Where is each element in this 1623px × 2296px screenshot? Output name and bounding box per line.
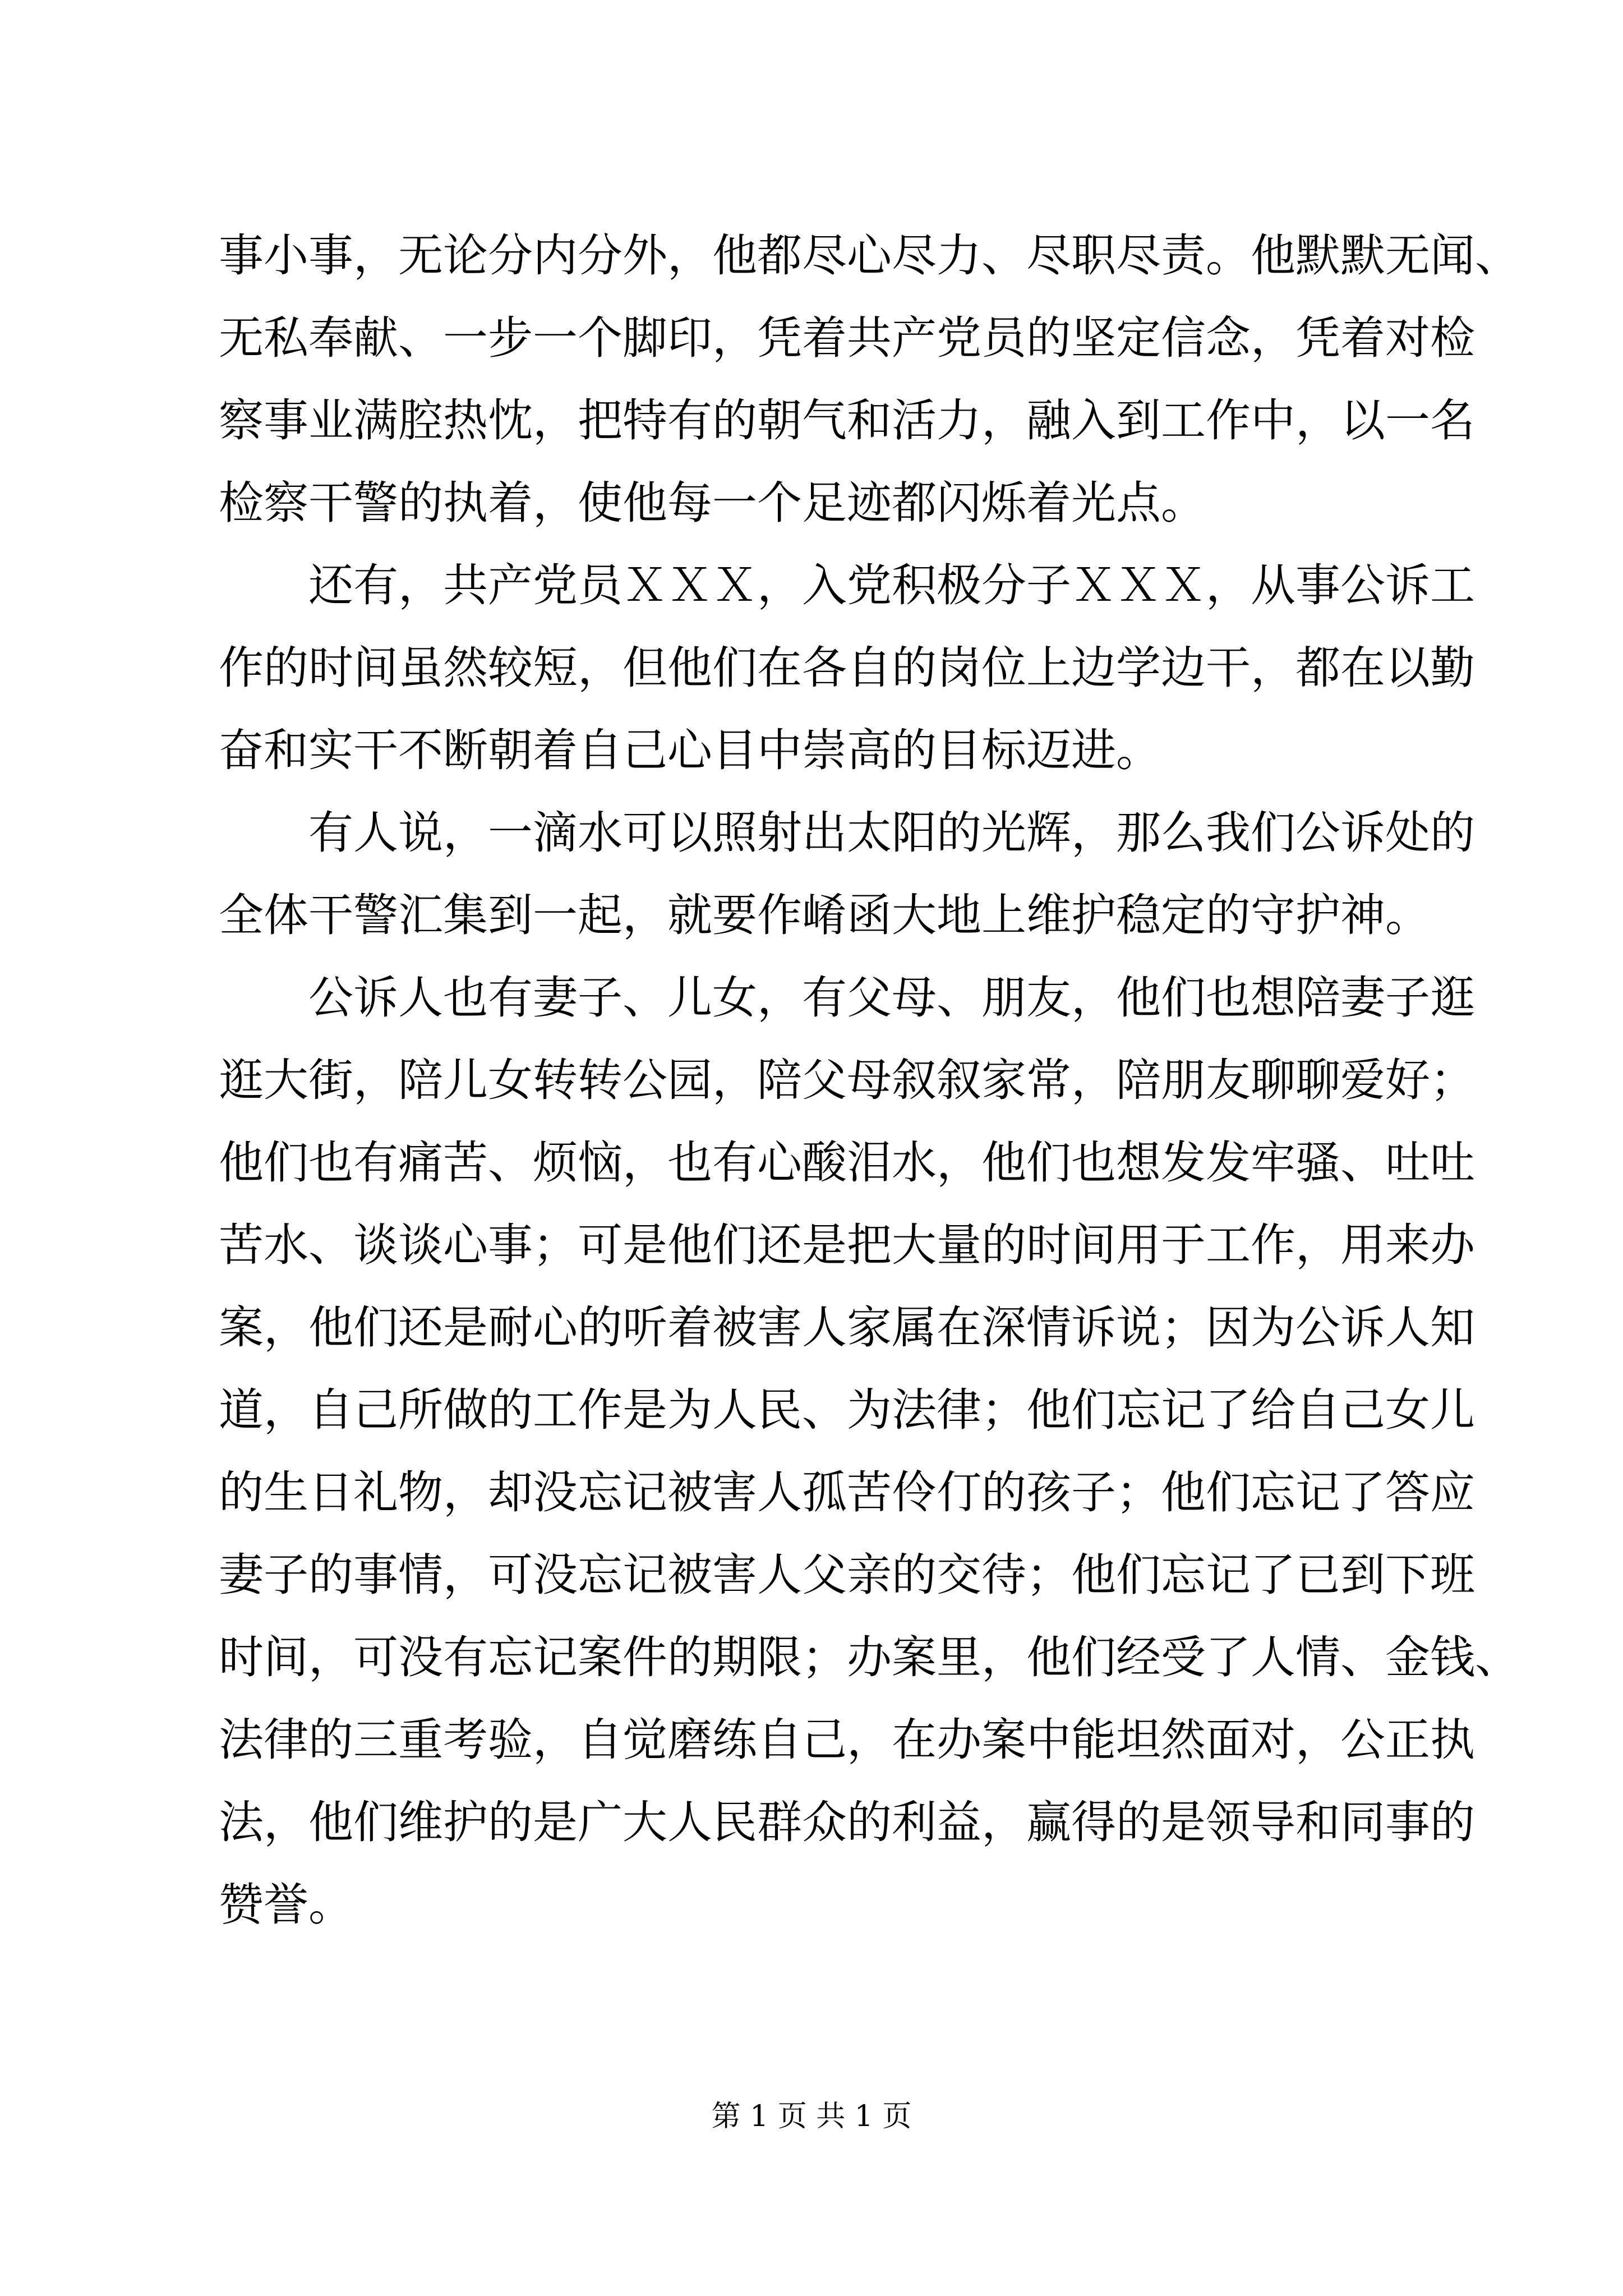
paragraph-2 xyxy=(219,544,1475,792)
page-footer: 第 1 页 共 1 页 xyxy=(711,2100,912,2133)
text-line: 还有，共产党员ＸＸＸ，入党积极分子ＸＸＸ，从事公诉工 xyxy=(308,559,1475,611)
paragraph-4 xyxy=(219,956,1520,1946)
text-line: 察事业满腔热忱，把特有的朝气和活力，融入到工作中，以一名 xyxy=(219,394,1475,447)
text-line: 逛大街，陪儿女转转公园，陪父母叙叙家常，陪朋友聊聊爱好； xyxy=(219,1054,1475,1106)
text-line: 全体干警汇集到一起，就要作崤函大地上维护稳定的守护神。 xyxy=(219,889,1430,941)
paragraph-1 xyxy=(219,214,1520,544)
text-line: 公诉人也有妻子、儿女，有父母、朋友，他们也想陪妻子逛 xyxy=(308,972,1475,1024)
document-body xyxy=(219,214,1520,1946)
text-line: 有人说，一滴水可以照射出太阳的光辉，那么我们公诉处的 xyxy=(308,807,1475,859)
text-line: 的生日礼物，却没忘记被害人孤苦伶仃的孩子；他们忘记了答应 xyxy=(219,1466,1475,1519)
paragraph-3 xyxy=(219,792,1475,956)
text-line: 赞誉。 xyxy=(219,1879,353,1931)
text-line: 法，他们维护的是广大人民群众的利益，赢得的是领导和同事的 xyxy=(219,1796,1475,1848)
text-line: 法律的三重考验，自觉磨练自己，在办案中能坦然面对，公正执 xyxy=(219,1714,1475,1766)
text-line: 奋和实干不断朝着自己心目中崇高的目标迈进。 xyxy=(219,724,1161,776)
text-line: 检察干警的执着，使他每一个足迹都闪烁着光点。 xyxy=(219,477,1206,529)
text-line: 时间，可没有忘记案件的期限；办案里，他们经受了人情、金钱、 xyxy=(219,1631,1520,1683)
text-line: 他们也有痛苦、烦恼，也有心酸泪水，他们也想发发牢骚、吐吐 xyxy=(219,1137,1475,1189)
text-line: 无私奉献、一步一个脚印，凭着共产党员的坚定信念，凭着对检 xyxy=(219,312,1475,364)
text-line: 苦水、谈谈心事；可是他们还是把大量的时间用于工作，用来办 xyxy=(219,1219,1475,1271)
text-line: 事小事，无论分内分外，他都尽心尽力、尽职尽责。他默默无闻、 xyxy=(219,229,1520,282)
text-line: 作的时间虽然较短，但他们在各自的岗位上边学边干，都在以勤 xyxy=(219,642,1475,694)
text-line: 案，他们还是耐心的听着被害人家属在深情诉说；因为公诉人知 xyxy=(219,1301,1475,1354)
text-line: 妻子的事情，可没忘记被害人父亲的交待；他们忘记了已到下班 xyxy=(219,1549,1475,1601)
text-line: 道，自己所做的工作是为人民、为法律；他们忘记了给自己女儿 xyxy=(219,1384,1475,1436)
